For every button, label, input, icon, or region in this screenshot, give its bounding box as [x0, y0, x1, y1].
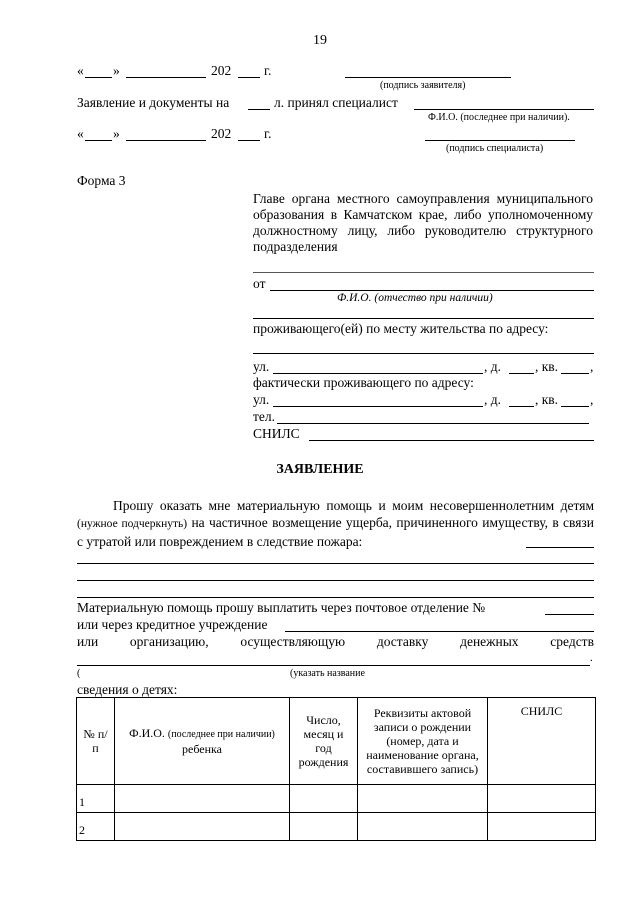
- applicant-fio-line[interactable]: [253, 318, 594, 319]
- house2-input[interactable]: [509, 406, 534, 407]
- received-prefix: Заявление и документы на: [77, 95, 230, 110]
- specialist-signature-caption: (подпись специалиста): [446, 143, 544, 154]
- org-word: средств: [550, 634, 594, 649]
- request-paragraph: [77, 497, 594, 550]
- bank-line: или через кредитное учреждение: [77, 617, 268, 632]
- request-text-start: Прошу оказать мне материальную помощь и моим несовершеннолетним детям: [113, 498, 594, 513]
- house2-label: , д.: [484, 392, 501, 407]
- apt1-label: , кв.: [535, 359, 559, 374]
- snils-input[interactable]: [309, 440, 594, 441]
- house1-input[interactable]: [509, 373, 534, 374]
- org-open-paren: (: [77, 668, 81, 679]
- row-fio-cell[interactable]: [115, 785, 290, 813]
- addressee-text: Главе органа местного самоуправления муниципального образования в Камчатском крае, либо уполномоченному должностному лицу, либо руководителю структурного подразделения: [253, 191, 593, 254]
- damage-input-4[interactable]: [77, 597, 594, 598]
- from-label: от: [253, 276, 266, 291]
- apt2-input[interactable]: [561, 406, 589, 407]
- org-word: доставку: [376, 634, 429, 649]
- snils-label: СНИЛС: [253, 426, 300, 441]
- actual-address-label: фактически проживающего по адресу:: [253, 375, 474, 390]
- header-num: № п/п: [77, 698, 115, 785]
- street1-label: ул.: [253, 359, 270, 374]
- org-word: осуществляющую: [240, 634, 346, 649]
- specialist-signature-line[interactable]: [425, 140, 575, 141]
- date2-close-quote: »: [113, 126, 120, 141]
- children-table: [76, 697, 596, 841]
- from-input-line[interactable]: [270, 290, 594, 291]
- children-label: сведения о детях:: [77, 682, 178, 697]
- header-fio: [115, 698, 290, 785]
- date2-month-blank[interactable]: [126, 140, 206, 141]
- street1-input[interactable]: [273, 373, 483, 374]
- phone-input[interactable]: [277, 423, 589, 424]
- row-record-cell[interactable]: [358, 785, 488, 813]
- organization-line: [77, 635, 594, 649]
- addressee-underline: [253, 272, 594, 273]
- header-birth: Число, месяц и год рождения: [290, 698, 358, 785]
- applicant-signature-caption: (подпись заявителя): [380, 80, 466, 91]
- street2-input[interactable]: [273, 406, 483, 407]
- row-num: 2: [77, 813, 115, 841]
- residence-line[interactable]: [253, 353, 594, 354]
- request-text-end: на частичное возмещение ущерба, причиненного имуществу, в связи с утратой или повреждением в следствие пожара:: [77, 515, 594, 549]
- org-word: денежных: [460, 634, 519, 649]
- table-header-row: [77, 698, 596, 785]
- org-name-caption: (указать название: [290, 668, 365, 679]
- table-row: [77, 785, 596, 813]
- document-title: ЗАЯВЛЕНИЕ: [276, 462, 364, 477]
- pages-count-blank[interactable]: [248, 109, 270, 110]
- date2-open-quote: «: [77, 126, 84, 141]
- damage-input-2[interactable]: [77, 563, 594, 564]
- row-record-cell[interactable]: [358, 813, 488, 841]
- date1-month-blank[interactable]: [126, 77, 206, 78]
- row-fio-cell[interactable]: [115, 813, 290, 841]
- damage-input-1[interactable]: [526, 547, 594, 548]
- form-label: Форма 3: [77, 173, 126, 188]
- specialist-name-line[interactable]: [414, 109, 594, 110]
- row-snils-cell[interactable]: [488, 813, 596, 841]
- house1-label: , д.: [484, 359, 501, 374]
- header-snils: СНИЛС: [488, 698, 596, 785]
- date1-day-blank[interactable]: [85, 77, 112, 78]
- specialist-fio-caption: Ф.И.О. (последнее при наличии).: [428, 112, 570, 123]
- date2-g: г.: [264, 126, 272, 141]
- header-record: Реквизиты актовой записи о рождении (номер, дата и наименование органа, составившего запись): [358, 698, 488, 785]
- row-birth-cell[interactable]: [290, 785, 358, 813]
- street2-label: ул.: [253, 392, 270, 407]
- date1-year: 202: [211, 63, 232, 78]
- org-word: или: [77, 634, 99, 649]
- date2-year: 202: [211, 126, 232, 141]
- phone-label: тел.: [253, 409, 276, 424]
- org-period: .: [590, 652, 593, 664]
- payment-line: Материальную помощь прошу выплатить через почтовое отделение №: [77, 600, 486, 615]
- apt2-label: , кв.: [535, 392, 559, 407]
- date2-year-blank[interactable]: [238, 140, 260, 141]
- row-birth-cell[interactable]: [290, 813, 358, 841]
- date1-year-blank[interactable]: [238, 77, 260, 78]
- damage-input-3[interactable]: [77, 580, 594, 581]
- header-fio-note: (последнее при наличии): [167, 729, 275, 740]
- request-underline-note: (нужное подчеркнуть): [77, 518, 188, 530]
- apt1-comma: ,: [590, 359, 594, 374]
- organization-input[interactable]: [77, 665, 590, 666]
- date1-close-quote: »: [113, 63, 120, 78]
- org-word: организацию,: [129, 634, 209, 649]
- header-fio-tail: ребенка: [182, 742, 222, 756]
- table-row: [77, 813, 596, 841]
- page-number: 19: [313, 33, 327, 48]
- date2-day-blank[interactable]: [85, 140, 112, 141]
- residence-label: проживающего(ей) по месту жительства по адресу:: [253, 321, 549, 336]
- row-num: 1: [77, 785, 115, 813]
- apt1-input[interactable]: [561, 373, 589, 374]
- header-fio-main: Ф.И.О.: [129, 726, 165, 740]
- date1-open-quote: «: [77, 63, 84, 78]
- row-snils-cell[interactable]: [488, 785, 596, 813]
- apt2-comma: ,: [590, 392, 594, 407]
- applicant-fio-caption: Ф.И.О. (отчество при наличии): [337, 292, 493, 304]
- received-mid: л. принял специалист: [274, 95, 398, 110]
- date1-g: г.: [264, 63, 272, 78]
- bank-input[interactable]: [285, 631, 594, 632]
- post-office-input[interactable]: [545, 614, 594, 615]
- applicant-signature-line[interactable]: [345, 77, 511, 78]
